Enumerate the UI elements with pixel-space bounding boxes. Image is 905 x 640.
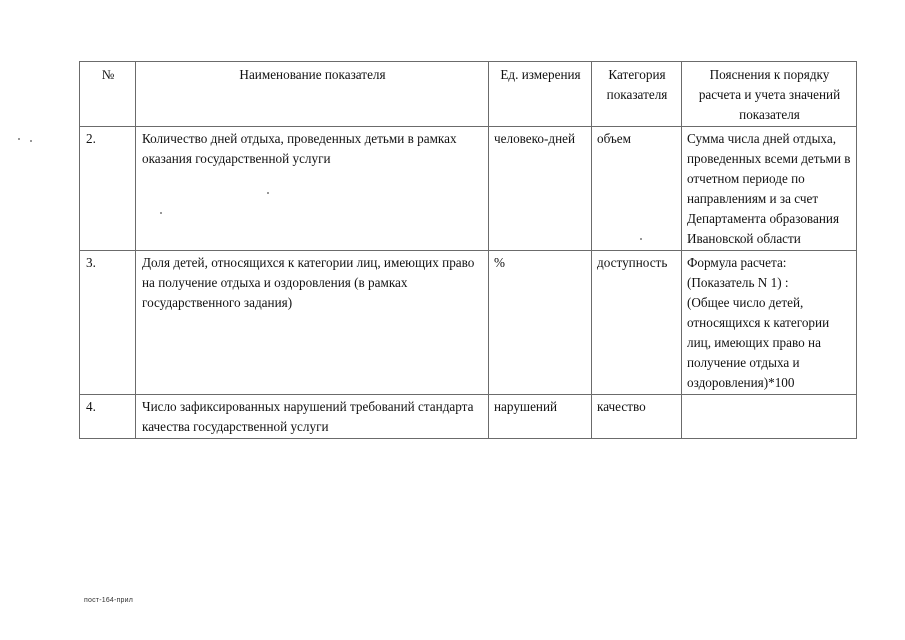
row-unit: % bbox=[489, 251, 592, 395]
row-category: качество bbox=[592, 395, 682, 439]
table-row bbox=[80, 251, 857, 395]
row-notes: Сумма числа дней отдыха, проведенных всеми детьми в отчетном периоде по направлениям и за счет Департамента образования Ивановской области bbox=[682, 127, 857, 251]
table-header-row bbox=[80, 62, 857, 127]
formula-denominator: (Общее число детей, относящихся к категории лиц, имеющих право на получение отдыха и оздоровления)*100 bbox=[687, 295, 830, 390]
row-category: доступность bbox=[592, 251, 682, 395]
indicators-table bbox=[79, 61, 857, 439]
header-unit: Ед. измерения bbox=[489, 62, 592, 127]
formula-label: Формула расчета: bbox=[687, 255, 787, 270]
row-unit: человеко-дней bbox=[489, 127, 592, 251]
row-category: объем bbox=[592, 127, 682, 251]
row-notes bbox=[682, 251, 857, 395]
row-num: 4. bbox=[80, 395, 136, 439]
row-num: 3. bbox=[80, 251, 136, 395]
header-num: № bbox=[80, 62, 136, 127]
scan-speck bbox=[18, 138, 20, 140]
scan-speck bbox=[267, 192, 269, 194]
row-unit: нарушений bbox=[489, 395, 592, 439]
table-row bbox=[80, 127, 857, 251]
scan-speck bbox=[160, 212, 162, 214]
footer-file-mark: пост-164-прил bbox=[84, 597, 134, 604]
row-notes bbox=[682, 395, 857, 439]
row-num: 2. bbox=[80, 127, 136, 251]
header-notes: Пояснения к порядку расчета и учета значений показателя bbox=[682, 62, 857, 127]
header-name: Наименование показателя bbox=[136, 62, 489, 127]
formula-numerator: (Показатель N 1) : bbox=[687, 275, 789, 290]
scan-speck bbox=[640, 238, 642, 240]
scan-speck bbox=[30, 140, 32, 142]
header-category: Категория показателя bbox=[592, 62, 682, 127]
row-name: Доля детей, относящихся к категории лиц, имеющих право на получение отдыха и оздоровления (в рамках государственного задания) bbox=[136, 251, 489, 395]
row-name: Количество дней отдыха, проведенных детьми в рамках оказания государственной услуги bbox=[136, 127, 489, 251]
table-row bbox=[80, 395, 857, 439]
row-name: Число зафиксированных нарушений требований стандарта качества государственной услуги bbox=[136, 395, 489, 439]
